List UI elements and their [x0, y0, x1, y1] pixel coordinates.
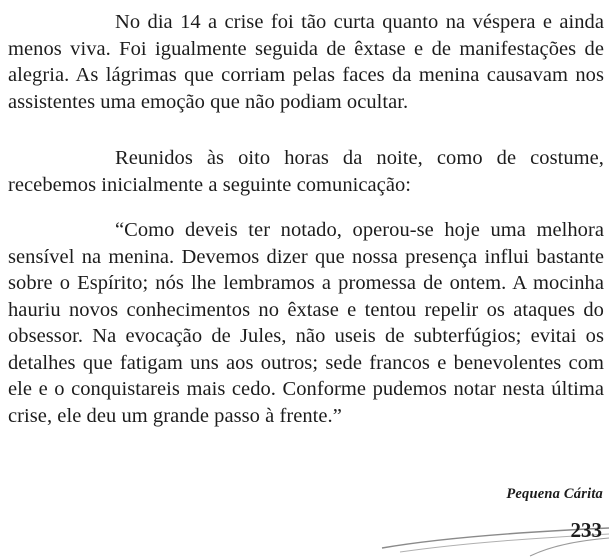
running-title: Pequena Cárita — [506, 486, 603, 502]
paragraph-spirit-communication: “Como deveis ter notado, operou-se hoje uma melhora sensível na menina. Devemos dizer que nossa presença influi bastante sobre o Espírito; nós lhe lembramos a promessa de ontem. A mocinha hauriu novos conhecimentos no êxtase e tentou repelir os ataques do obsessor. Na evocação de Jules, não useis de subterfúgios; evitai os detalhes que fatigam uns aos outros; sede francos e benevolentes com ele e o conquistareis mais cedo. Conforme pudemos notar nesta última crise, ele deu um grande passo à frente.” — [8, 219, 604, 427]
paragraph-evening-meeting: Reunidos às oito horas da noite, como de costume, recebemos inicialmente a seguinte comunicação: — [8, 147, 604, 196]
page-number: 233 — [570, 518, 602, 542]
paragraph-crisis-day-14: No dia 14 a crise foi tão curta quanto na véspera e ainda menos viva. Foi igualmente seguida de êxtase e de manifestações de alegria. As lágrimas que corriam pelas faces da menina causavam nos assistentes uma emoção que não podiam ocultar. — [8, 11, 604, 113]
